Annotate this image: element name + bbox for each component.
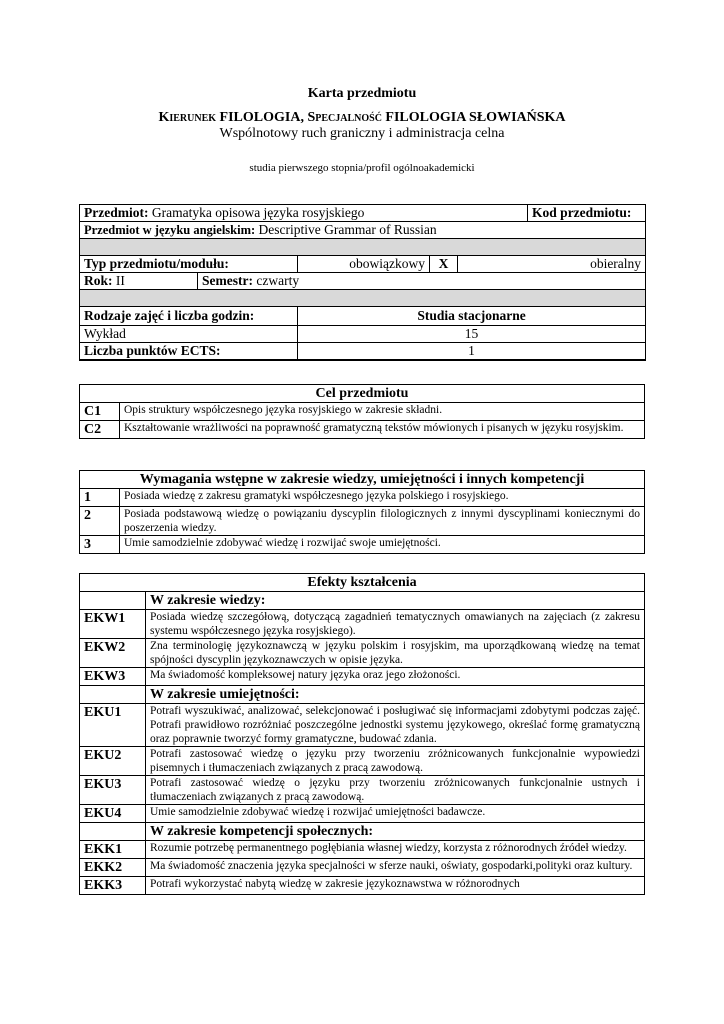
rok-value: II: [115, 273, 125, 288]
row-id: EKU4: [80, 805, 146, 823]
wiedza-title: W zakresie wiedzy:: [146, 592, 645, 610]
row-text: Posiada wiedzę z zakresu gramatyki współczesnego języka polskiego i rosyjskiego.: [120, 489, 645, 507]
cel-title: Cel przedmiotu: [80, 385, 645, 403]
table-row: [80, 489, 645, 507]
row-text: Potrafi wykorzystać nabytą wiedzę w zakresie językoznawstwa w różnorodnych: [146, 877, 645, 895]
table-row: [80, 859, 645, 877]
table-row: [80, 610, 645, 639]
typ-label: Typ przedmiotu/modułu:: [80, 256, 298, 273]
row-text: Ma świadomość znaczenia języka specjalności w sferze nauki, oświaty, gospodarki,polityki oraz kultury.: [146, 859, 645, 877]
row-id: EKK1: [80, 841, 146, 859]
przedmiot-value: Gramatyka opisowa języka rosyjskiego: [151, 205, 365, 220]
kierunek-line: [0, 110, 724, 126]
specjalnosc-label: Specjalność: [307, 110, 382, 125]
typ-mark: X: [430, 256, 458, 273]
cel-table: [79, 384, 645, 439]
gray-separator: [80, 290, 646, 307]
specjalnosc-value: FILOLOGIA SŁOWIAŃSKA: [385, 110, 566, 125]
kierunek-value: FILOLOGIA,: [219, 110, 304, 125]
row-id: EKU2: [80, 747, 146, 776]
table-row: [80, 877, 645, 895]
semestr-cell: [198, 273, 646, 290]
row-id: EKU3: [80, 776, 146, 805]
wyklad-label: Wykład: [80, 326, 298, 343]
ects-label: Liczba punktów ECTS:: [80, 343, 298, 361]
row-text: Potrafi wyszukiwać, analizować, selekcjonować i posługiwać się informacjami zdobytymi podczas zajęć. Potrafi prawidłowo rozróżniać poszczególne jednostki systemu językowego, określać formę gramatyczną oraz poprawnie tworzyć formy gramatyczne, budować zdania.: [146, 704, 645, 747]
wymagania-title: Wymagania wstępne w zakresie wiedzy, umiejętności i innych kompetencji: [80, 471, 645, 489]
efekty-table: [79, 573, 645, 895]
program-name: Wspólnotowy ruch graniczny i administracja celna: [219, 126, 505, 141]
row-text: Kształtowanie wrażliwości na poprawność gramatyczną tekstów mówionych i pisanych w języku rosyjskim.: [120, 421, 645, 439]
kod-cell: [528, 205, 646, 222]
row-text: Potrafi zastosować wiedzę o języku przy tworzeniu zróżnicowanych funkcjonalnie ustnych i tłumaczeniach związanych z pracą zawodową.: [146, 776, 645, 805]
typ-obowiazkowy: obowiązkowy: [298, 256, 430, 273]
row-text: Rozumie potrzebę permanentnego pogłębiania własnej wiedzy, korzysta z różnorodnych źródeł wiedzy.: [146, 841, 645, 859]
row-id: 1: [80, 489, 120, 507]
gray-separator: [80, 239, 646, 256]
row-text: Zna terminologię językoznawczą w języku polskim i rosyjskim, ma uporządkowaną wiedzę na temat spójności dyscyplin językoznawczych w opisie języka.: [146, 639, 645, 668]
row-id: EKK2: [80, 859, 146, 877]
semestr-label: Semestr:: [202, 273, 253, 288]
row-id: EKW2: [80, 639, 146, 668]
kierunek-label: Kierunek: [158, 110, 217, 125]
rok-cell: [80, 273, 198, 290]
table-row: [80, 747, 645, 776]
row-id: EKW1: [80, 610, 146, 639]
studia-label: Studia stacjonarne: [298, 307, 646, 326]
table-row: [80, 507, 645, 536]
empty-cell: [80, 686, 146, 704]
przedmiot-label: Przedmiot:: [84, 205, 149, 220]
efekty-title: Efekty kształcenia: [80, 574, 645, 592]
row-id: EKW3: [80, 668, 146, 686]
row-id: 2: [80, 507, 120, 536]
row-text: Posiada podstawową wiedzę o powiązaniu dyscyplin filologicznych z innymi dyscyplinami koniecznymi do poszerzenia wiedzy.: [120, 507, 645, 536]
row-text: Posiada wiedzę szczegółową, dotyczącą zagadnień tematycznych omawianych na zajęciach (z zakresu systemu współczesnego języka rosyjskiego).: [146, 610, 645, 639]
page-title: Karta przedmiotu: [307, 86, 417, 101]
typ-obieralny: obieralny: [458, 256, 646, 273]
table-row: [80, 668, 645, 686]
table-row: [80, 805, 645, 823]
row-id: EKU1: [80, 704, 146, 747]
empty-cell: [80, 592, 146, 610]
wymagania-table: [79, 470, 645, 554]
table-row: [80, 639, 645, 668]
subject-info-table: [79, 204, 646, 361]
table-row: [80, 776, 645, 805]
en-label: Przedmiot w języku angielskim:: [84, 223, 256, 237]
wyklad-value: 15: [298, 326, 646, 343]
row-id: 3: [80, 536, 120, 554]
empty-cell: [80, 823, 146, 841]
table-row: [80, 403, 645, 421]
row-text: Opis struktury współczesnego języka rosyjskiego w zakresie składni.: [120, 403, 645, 421]
semestr-value: czwarty: [256, 273, 300, 288]
studies-type: studia pierwszego stopnia/profil ogólnoakademicki: [249, 162, 475, 174]
table-row: [80, 704, 645, 747]
en-name-cell: [80, 222, 646, 239]
umiejetnosci-title: W zakresie umiejętności:: [146, 686, 645, 704]
row-text: Potrafi zastosować wiedzę o języku przy tworzeniu zróżnicowanych funkcjonalnie wypowiedzi pisemnych i tłumaczeniach związanych z pracą zawodową.: [146, 747, 645, 776]
przedmiot-cell: [80, 205, 528, 222]
row-id: C2: [80, 421, 120, 439]
row-text: Umie samodzielnie zdobywać wiedzę i rozwijać umiejętności badawcze.: [146, 805, 645, 823]
rodzaje-label: Rodzaje zajęć i liczba godzin:: [80, 307, 298, 326]
row-text: Ma świadomość kompleksowej natury języka oraz jego złożoności.: [146, 668, 645, 686]
row-text: Umie samodzielnie zdobywać wiedzę i rozwijać swoje umiejętności.: [120, 536, 645, 554]
kod-label: Kod przedmiotu:: [532, 205, 632, 220]
table-row: [80, 421, 645, 439]
kompetencje-title: W zakresie kompetencji społecznych:: [146, 823, 645, 841]
rok-label: Rok:: [84, 273, 113, 288]
row-id: C1: [80, 403, 120, 421]
ects-value: 1: [298, 343, 646, 361]
table-row: [80, 841, 645, 859]
en-value: Descriptive Grammar of Russian: [258, 222, 437, 237]
table-row: [80, 536, 645, 554]
row-id: EKK3: [80, 877, 146, 895]
